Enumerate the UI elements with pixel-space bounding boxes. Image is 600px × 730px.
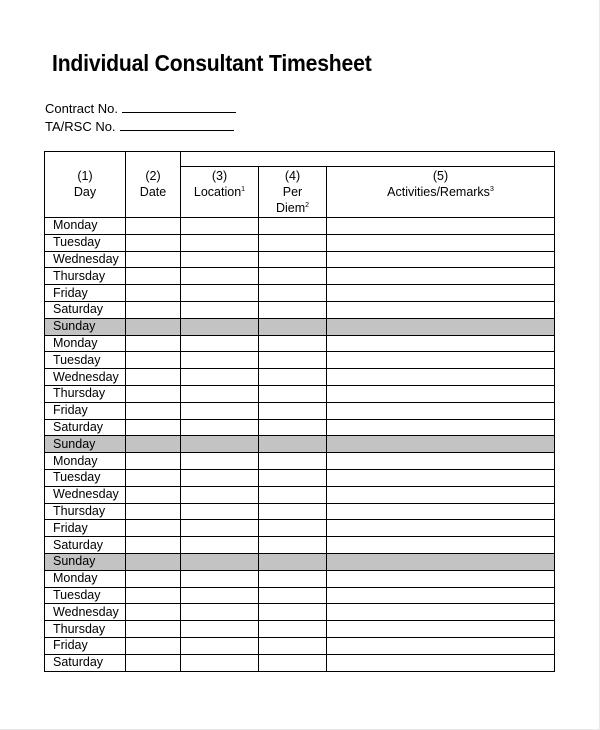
- date-cell[interactable]: [126, 537, 181, 554]
- contract-number-blank[interactable]: [122, 101, 236, 113]
- per-diem-cell[interactable]: [259, 352, 327, 369]
- header-top-strip: [45, 152, 555, 167]
- day-cell: Wednesday: [45, 486, 126, 503]
- table-row: [45, 604, 555, 621]
- location-cell[interactable]: [181, 587, 259, 604]
- header-location: [181, 167, 259, 218]
- activities-cell[interactable]: [327, 268, 555, 285]
- per-diem-cell[interactable]: [259, 402, 327, 419]
- table-row: [45, 486, 555, 503]
- per-diem-cell[interactable]: [259, 218, 327, 235]
- table-row: [45, 469, 555, 486]
- ta-rsc-number-line: [45, 119, 234, 134]
- table-row: [45, 251, 555, 268]
- per-diem-cell[interactable]: [259, 285, 327, 302]
- per-diem-cell[interactable]: [259, 621, 327, 638]
- footnote-2-marker: 2: [305, 201, 310, 209]
- day-cell: Saturday: [45, 654, 126, 671]
- date-cell[interactable]: [126, 318, 181, 335]
- page-title: Individual Consultant Timesheet: [52, 50, 372, 76]
- footnote-3-marker: 3: [489, 185, 494, 193]
- table-row: [45, 503, 555, 520]
- day-cell: Saturday: [45, 301, 126, 318]
- day-cell: Tuesday: [45, 234, 126, 251]
- day-cell: Wednesday: [45, 369, 126, 386]
- day-cell: Friday: [45, 402, 126, 419]
- ta-rsc-number-label: TA/RSC No.: [45, 119, 116, 134]
- date-cell[interactable]: [126, 301, 181, 318]
- day-cell: Sunday: [45, 553, 126, 570]
- date-cell[interactable]: [126, 637, 181, 654]
- table-row: [45, 268, 555, 285]
- per-diem-cell[interactable]: [259, 637, 327, 654]
- date-cell[interactable]: [126, 520, 181, 537]
- date-cell[interactable]: [126, 469, 181, 486]
- date-cell[interactable]: [126, 402, 181, 419]
- day-cell: Saturday: [45, 537, 126, 554]
- per-diem-cell[interactable]: [259, 268, 327, 285]
- header-activities-label: Activities/Remarks: [387, 185, 490, 199]
- per-diem-cell[interactable]: [259, 486, 327, 503]
- location-cell[interactable]: [181, 335, 259, 352]
- header-date: [126, 152, 181, 218]
- table-row: [45, 453, 555, 470]
- header-location-label: Location: [193, 185, 242, 199]
- activities-cell[interactable]: [327, 654, 555, 671]
- header-strip-blank: [181, 152, 555, 167]
- location-cell[interactable]: [181, 369, 259, 386]
- contract-number-line: [45, 101, 236, 116]
- per-diem-cell[interactable]: [259, 503, 327, 520]
- table-row: [45, 570, 555, 587]
- activities-cell[interactable]: [327, 453, 555, 470]
- location-cell[interactable]: [181, 604, 259, 621]
- location-cell[interactable]: [181, 520, 259, 537]
- table-row: [45, 218, 555, 235]
- table-row: [45, 537, 555, 554]
- location-cell[interactable]: [181, 419, 259, 436]
- per-diem-cell[interactable]: [259, 318, 327, 335]
- header-per-diem: [259, 167, 327, 218]
- location-cell[interactable]: [181, 385, 259, 402]
- location-cell[interactable]: [181, 503, 259, 520]
- activities-cell[interactable]: [327, 604, 555, 621]
- location-cell[interactable]: [181, 318, 259, 335]
- location-cell[interactable]: [181, 352, 259, 369]
- header-day-number: (1): [77, 169, 93, 183]
- day-cell: Sunday: [45, 318, 126, 335]
- per-diem-cell[interactable]: [259, 587, 327, 604]
- per-diem-cell[interactable]: [259, 604, 327, 621]
- activities-cell[interactable]: [327, 234, 555, 251]
- date-cell[interactable]: [126, 553, 181, 570]
- day-cell: Monday: [45, 218, 126, 235]
- location-cell[interactable]: [181, 402, 259, 419]
- date-cell[interactable]: [126, 604, 181, 621]
- activities-cell[interactable]: [327, 503, 555, 520]
- day-cell: Sunday: [45, 436, 126, 453]
- footnote-1-marker: 1: [241, 185, 246, 193]
- per-diem-cell[interactable]: [259, 453, 327, 470]
- date-cell[interactable]: [126, 218, 181, 235]
- per-diem-cell[interactable]: [259, 469, 327, 486]
- day-cell: Friday: [45, 637, 126, 654]
- activities-cell[interactable]: [327, 218, 555, 235]
- day-cell: Friday: [45, 520, 126, 537]
- day-cell: Tuesday: [45, 352, 126, 369]
- per-diem-cell[interactable]: [259, 369, 327, 386]
- location-cell[interactable]: [181, 553, 259, 570]
- per-diem-cell[interactable]: [259, 436, 327, 453]
- table-row: [45, 369, 555, 386]
- per-diem-cell[interactable]: [259, 385, 327, 402]
- activities-cell[interactable]: [327, 570, 555, 587]
- per-diem-cell[interactable]: [259, 520, 327, 537]
- header-location-number: (3): [211, 169, 228, 183]
- activities-cell[interactable]: [327, 553, 555, 570]
- per-diem-cell[interactable]: [259, 654, 327, 671]
- table-row: [45, 637, 555, 654]
- table-row: [45, 520, 555, 537]
- header-per-diem-line2: Diem: [275, 201, 306, 215]
- activities-cell[interactable]: [327, 301, 555, 318]
- date-cell[interactable]: [126, 503, 181, 520]
- table-row: [45, 436, 555, 453]
- location-cell[interactable]: [181, 218, 259, 235]
- location-cell[interactable]: [181, 285, 259, 302]
- table-row: [45, 385, 555, 402]
- header-day: [45, 152, 126, 218]
- activities-cell[interactable]: [327, 537, 555, 554]
- table-row: [45, 335, 555, 352]
- table-row: [45, 352, 555, 369]
- activities-cell[interactable]: [327, 369, 555, 386]
- date-cell[interactable]: [126, 570, 181, 587]
- activities-cell[interactable]: [327, 436, 555, 453]
- location-cell[interactable]: [181, 570, 259, 587]
- activities-cell[interactable]: [327, 520, 555, 537]
- table-row: [45, 587, 555, 604]
- location-cell[interactable]: [181, 301, 259, 318]
- date-cell[interactable]: [126, 587, 181, 604]
- date-cell[interactable]: [126, 654, 181, 671]
- date-cell[interactable]: [126, 234, 181, 251]
- per-diem-cell[interactable]: [259, 335, 327, 352]
- header-activities-number: (5): [432, 169, 449, 183]
- location-cell[interactable]: [181, 234, 259, 251]
- per-diem-cell[interactable]: [259, 419, 327, 436]
- date-cell[interactable]: [126, 486, 181, 503]
- location-cell[interactable]: [181, 453, 259, 470]
- table-row: [45, 285, 555, 302]
- location-cell[interactable]: [181, 268, 259, 285]
- header-date-label: Date: [139, 185, 167, 199]
- date-cell[interactable]: [126, 285, 181, 302]
- day-cell: Thursday: [45, 503, 126, 520]
- per-diem-cell[interactable]: [259, 553, 327, 570]
- location-cell[interactable]: [181, 654, 259, 671]
- activities-cell[interactable]: [327, 385, 555, 402]
- activities-cell[interactable]: [327, 352, 555, 369]
- location-cell[interactable]: [181, 637, 259, 654]
- table-row: [45, 301, 555, 318]
- day-cell: Thursday: [45, 268, 126, 285]
- day-cell: Thursday: [45, 621, 126, 638]
- day-cell: Wednesday: [45, 604, 126, 621]
- location-cell[interactable]: [181, 251, 259, 268]
- table-row: [45, 234, 555, 251]
- day-cell: Tuesday: [45, 469, 126, 486]
- location-cell[interactable]: [181, 537, 259, 554]
- date-cell[interactable]: [126, 621, 181, 638]
- day-cell: Tuesday: [45, 587, 126, 604]
- date-cell[interactable]: [126, 419, 181, 436]
- location-cell[interactable]: [181, 469, 259, 486]
- location-cell[interactable]: [181, 436, 259, 453]
- date-cell[interactable]: [126, 385, 181, 402]
- date-cell[interactable]: [126, 369, 181, 386]
- table-row: [45, 402, 555, 419]
- table-row: [45, 419, 555, 436]
- table-row: [45, 654, 555, 671]
- day-cell: Wednesday: [45, 251, 126, 268]
- per-diem-cell[interactable]: [259, 251, 327, 268]
- header-activities: [327, 167, 555, 218]
- table-row: [45, 621, 555, 638]
- activities-cell[interactable]: [327, 621, 555, 638]
- activities-cell[interactable]: [327, 318, 555, 335]
- activities-cell[interactable]: [327, 335, 555, 352]
- date-cell[interactable]: [126, 335, 181, 352]
- date-cell[interactable]: [126, 352, 181, 369]
- activities-cell[interactable]: [327, 285, 555, 302]
- activities-cell[interactable]: [327, 469, 555, 486]
- header-date-number: (2): [145, 169, 161, 183]
- activities-cell[interactable]: [327, 486, 555, 503]
- day-cell: Thursday: [45, 385, 126, 402]
- location-cell[interactable]: [181, 486, 259, 503]
- ta-rsc-number-blank[interactable]: [120, 119, 234, 131]
- per-diem-cell[interactable]: [259, 537, 327, 554]
- activities-cell[interactable]: [327, 419, 555, 436]
- activities-cell[interactable]: [327, 587, 555, 604]
- date-cell[interactable]: [126, 453, 181, 470]
- day-cell: Monday: [45, 335, 126, 352]
- date-cell[interactable]: [126, 436, 181, 453]
- contract-number-label: Contract No.: [45, 101, 118, 116]
- activities-cell[interactable]: [327, 251, 555, 268]
- table-row: [45, 553, 555, 570]
- header-day-label: Day: [73, 185, 97, 199]
- per-diem-cell[interactable]: [259, 301, 327, 318]
- header-per-diem-number: (4): [284, 169, 301, 183]
- location-cell[interactable]: [181, 621, 259, 638]
- date-cell[interactable]: [126, 268, 181, 285]
- per-diem-cell[interactable]: [259, 234, 327, 251]
- activities-cell[interactable]: [327, 402, 555, 419]
- day-cell: Friday: [45, 285, 126, 302]
- day-cell: Monday: [45, 453, 126, 470]
- per-diem-cell[interactable]: [259, 570, 327, 587]
- day-cell: Saturday: [45, 419, 126, 436]
- day-cell: Monday: [45, 570, 126, 587]
- table-row: [45, 318, 555, 335]
- header-per-diem-line1: Per: [282, 185, 303, 199]
- date-cell[interactable]: [126, 251, 181, 268]
- timesheet-table: [44, 151, 555, 672]
- activities-cell[interactable]: [327, 637, 555, 654]
